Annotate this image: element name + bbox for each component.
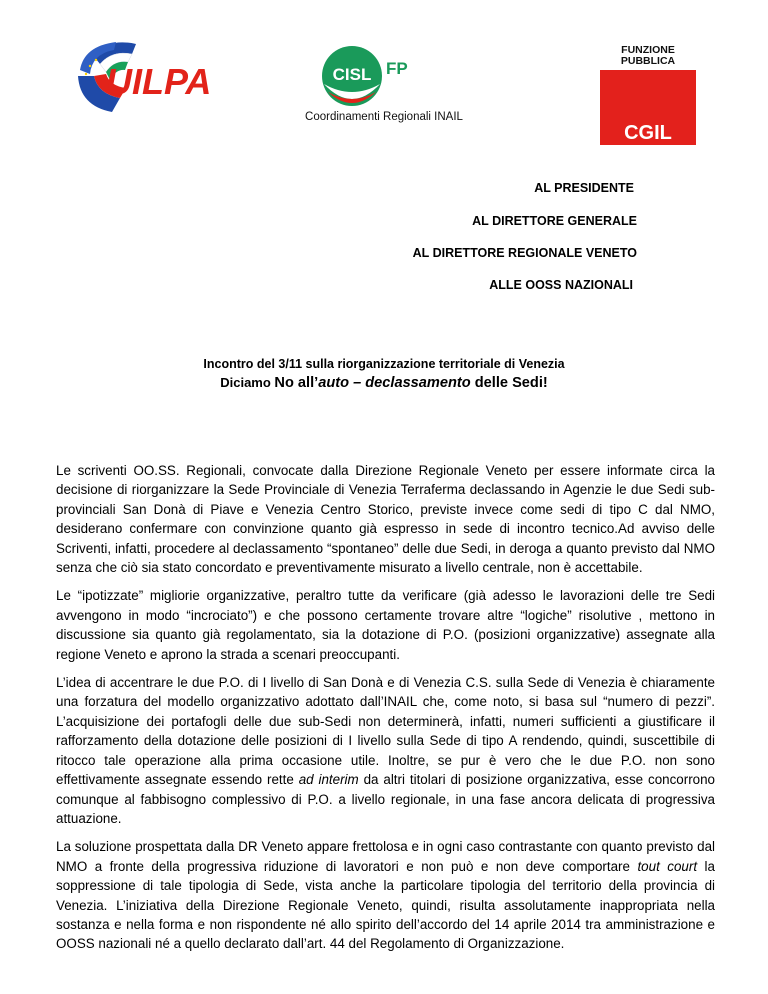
subject-line-1: Incontro del 3/11 sulla riorganizzazione territoriale di Venezia <box>203 357 565 371</box>
letter-body <box>56 461 715 963</box>
recipient-ooss-nazionali: ALLE OOSS NAZIONALI <box>489 278 633 292</box>
paragraph-3-italic: ad interim <box>298 772 359 788</box>
cisl-fp-logo <box>318 42 468 112</box>
coordinamenti-header: Coordinamenti Regionali INAIL <box>305 111 463 123</box>
subject-line-2 <box>0 375 768 391</box>
uilpa-logo-text: UILPA <box>106 61 212 102</box>
cgil-logo-text: CGIL <box>624 122 672 144</box>
subject-prefix: Diciamo <box>220 375 275 390</box>
uilpa-logo <box>70 36 240 122</box>
recipient-presidente: AL PRESIDENTE <box>534 181 634 195</box>
cgil-logo-line2: PUBBLICA <box>620 55 676 67</box>
paragraph-4-a: La soluzione prospettata dalla DR Veneto appare frettolosa e in ogni caso contrastante con quanto previsto dal NMO a fronte della progressiva riduzione di lavoratori e non può e non deve comportare <box>56 839 715 874</box>
cisl-logo-text: CISL <box>332 65 372 84</box>
subject-suffix: delle Sedi! <box>470 375 548 391</box>
paragraph-2: Le “ipotizzate” migliorie organizzative, peraltro tutte da verificare (già adesso le lavorazioni delle tre Sedi avvengono in modo “incrociato”) e che possono certamente trovare altre “logiche” risolutive , mettono in discussione sia quanto già regolamentato, sia la dotazione di P.O. (posizioni organizzative) assegnate alla regione Veneto e aprono la strada a scenari preoccupanti. <box>56 588 715 662</box>
paragraph-4 <box>56 837 715 953</box>
paragraph-4-italic: tout court <box>637 858 698 874</box>
recipient-direttore-generale: AL DIRETTORE GENERALE <box>472 214 637 228</box>
paragraph-3-a: L’idea di accentrare le due P.O. di I livello di San Donà e di Venezia C.S. sulla Sede di Venezia è chiaramente una forzatura del modello organizzativo adottato dall’INAIL che, come noto, si basa sul “numero di pezzi”. L’acquisizione dei portafogli delle due sub-Sedi non determinerà, infatti, numeri sufficienti a giustificare il rafforzamento della dotazione delle posizioni di I livello sulla Sede di tipo A rendendo, quindi, suscettibile di ritocco tale operazione alla prima occasione utile. Inoltre, se pur è vero che le due P.O. non sono effettivamente assegnate essendo rette <box>56 675 715 788</box>
paragraph-3 <box>56 673 715 828</box>
recipient-direttore-regionale: AL DIRETTORE REGIONALE VENETO <box>412 246 637 260</box>
fp-logo-text: FP <box>386 59 408 78</box>
paragraph-4-b: la soppressione di tale tipologia di Sede, vista anche la particolare tipologia del territorio della provincia di Venezia. L’iniziativa della Direzione Regionale Veneto, quindi, risulta assolutamente inappropriata nella sostanza e nella forma e non rispondente né allo spirito dell’accordo del 14 aprile 2014 tra amministrazione e OOSS nazionali né a quello declarato dall’art. 44 del Regolamento di Organizzazione. <box>56 858 715 952</box>
paragraph-1: Le scriventi OO.SS. Regionali, convocate dalla Direzione Regionale Veneto per essere informate circa la decisione di riorganizzare la Sede Provinciale di Venezia Terraferma declassando in Agenzie le due Sedi sub-provinciali San Donà di Piave e Venezia Centro Storico, previste invece come sedi di tipo C dal NMO, desiderano confermare con convinzione quanto già espresso in sede di incontro tecnico.Ad avviso delle Scriventi, infatti, procedere al declassamento “spontaneo” delle due Sedi, in deroga a quanto previsto dal NMO senza che ciò sia stato concordato e preventivamente misurato a livello centrale, non è accettabile. <box>56 463 715 576</box>
subject-italic: auto – declassamento <box>318 375 471 391</box>
cgil-logo-line1: FUNZIONE <box>621 44 675 56</box>
paragraph-3-b: da altri titolari di posizione organizzativa, esse concorrono comunque al fabbisogno complessivo di P.O. a livello regionale, in una fase ancora delicata di progressiva attuazione. <box>56 772 715 826</box>
subject-no-all: No all’ <box>274 375 319 391</box>
fp-cgil-logo <box>600 43 696 145</box>
